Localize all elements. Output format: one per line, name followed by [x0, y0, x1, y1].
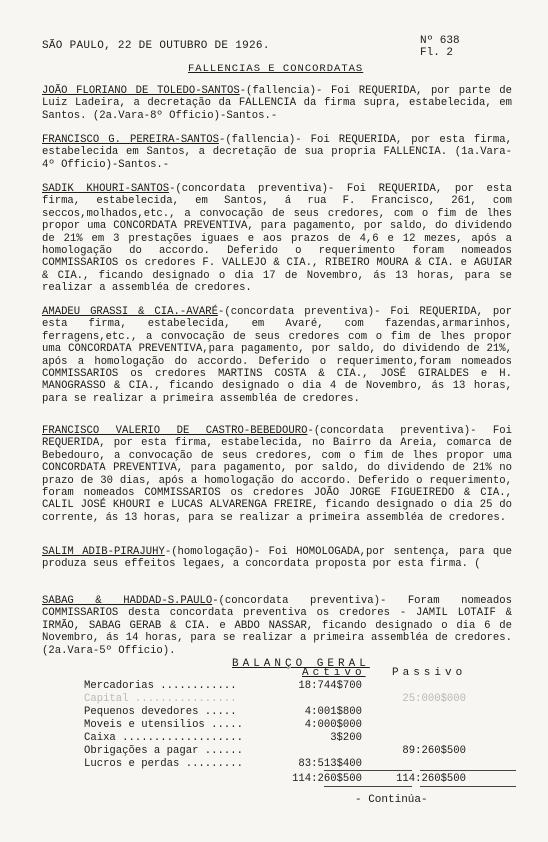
entry-sabag: [42, 595, 512, 657]
balanco-label: Capital ................: [84, 693, 237, 705]
entry-name: SALIM ADIB-PIRAJUHY: [42, 546, 165, 558]
entry-khouri: [42, 183, 512, 295]
entry-valerio: [42, 425, 512, 524]
balanco-label: Mercadorias ............: [84, 680, 237, 692]
entry-text: -(homologação)- Foi HOMOLOGADA,por sentença, para que produza seus effeitos legaes, a concordata proposta por esta firma. (: [42, 546, 513, 571]
balanco-ativo: 4:001$800: [304, 706, 362, 718]
document-number-block: [420, 35, 460, 59]
continua-note: - Continúa-: [355, 794, 428, 806]
balanco-total-ativo: 114:260$500: [292, 773, 362, 785]
entry-adib: [42, 546, 512, 571]
col-header-ativo: Activo: [302, 667, 366, 679]
balanco-label: Lucros e perdas .........: [84, 758, 243, 770]
balanco-title: BALANÇO GERAL: [232, 658, 370, 670]
entry-text: -(concordata preventiva)- Foi REQUERIDA, por esta firma, estabelecida, no Bairro da Areia, comarca de Bebedouro, a convocação de seus credores, com o fim de lhes propor uma CONCORDATA PREVENTIVA, para pagamento, por saldo, do dividendo de 21% no prazo de 30 dias, após a homologação do accordo. Deferido o requerimento, foram nomeados COMMISSARIOS os credores JOÃO JORGE FIGUEIREDO & CIA., CALIL JOSÉ KHOURI e LUCAS ALVARENGA FREIRE, ficando designado o dia 25 do corrente, ás 13 horas, para se realizar a primeira assembléa de credores.: [42, 425, 512, 524]
place-date: SÃO PAULO, 22 DE OUTUBRO DE 1926.: [42, 40, 270, 52]
total-rule-ativo: [324, 770, 412, 771]
balanco-ativo: 3$200: [330, 732, 362, 744]
balanco-label: Caixa ...................: [84, 732, 243, 744]
col-header-passivo: Passivo: [392, 667, 467, 679]
entry-grassi: [42, 306, 512, 405]
double-rule-passivo: [420, 786, 516, 787]
entry-toledo: [42, 85, 512, 122]
double-rule-ativo: [324, 786, 412, 787]
document-number: Nº 638: [420, 35, 460, 47]
entry-name: JOÃO FLORIANO DE TOLEDO-SANTOS: [42, 85, 240, 97]
balanco-total-passivo: 114:260$500: [396, 773, 466, 785]
balanco-label: Pequenos devedores .....: [84, 706, 237, 718]
entry-text: -(concordata preventiva)- Foram nomeados COMMISSARIOS desta concordata preventiva os credores - JAMIL LOTAIF & IRMÃO, SABAG GERAB & CIA. e ABDO NASSAR, ficando designado o dia 6 de Novembro, ás 14 horas, para se realizar a primeira assembléa de credores. (2a.Vara-5º Officio).: [42, 595, 512, 657]
entry-text: -(concordata preventiva)- Foi REQUERIDA, por esta firma, estabelecida, em Santos, á rua F. Francisco, 261, com seccos,molhados,etc., a convocação de seus credores, com o fim de lhes propor uma CONCORDATA PREVENTIVA, para pagamento, por saldo, do dividendo de 21% em 3 prestações iguaes e aos prazos de 4,6 e 12 mezes, após a homologação do accordo. Deferido o requerimento foram nomeados COMMISSARIOS os credores F. VALLEJO & CIA., RIBEIRO MOURA & CIA. e AGUIAR & CIA., ficando designado o dia 17 de Novembro, ás 13 horas, para se realizar a assembléa de credores.: [42, 183, 512, 295]
balanco-passivo: 25:000$000: [402, 693, 466, 705]
entry-text: -(concordata preventiva)- Foi REQUERIDA, por esta firma, estabelecida, em Avaré, com fazendas,armarinhos, ferragens,etc., a convocação de seus credores com o fim de lhes propor uma CONCORDATA PREVENTIVA,para pagamento, por saldo, do dividendo de 21%, após a homologação do accordo. Deferido o requerimento,foram nomeados COMMISSARIOS os credores MARTINS COSTA & CIA., JOSÉ GIRALDES e H. MANOGRASSO & CIA., ficando designado o dia 4 de Novembro, ás 13 horas, para se realizar a primeira assembléa de credores.: [42, 306, 512, 405]
balanco-ativo: 4:000$000: [304, 719, 362, 731]
entry-name: FRANCISCO G. PEREIRA-SANTOS: [42, 134, 219, 146]
entry-name: FRANCISCO VALERIO DE CASTRO-BEBEDOURO: [42, 425, 308, 437]
entry-name: AMADEU GRASSI & CIA.-AVARÉ: [42, 306, 218, 318]
balanco-label: Moveis e utensilios .....: [84, 719, 243, 731]
section-title: FALLENCIAS E CONCORDATAS: [188, 63, 364, 75]
balanco-ativo: 83:513$400: [298, 758, 362, 770]
entry-pereira: [42, 134, 512, 171]
entry-name: SADIK KHOURI-SANTOS: [42, 183, 170, 195]
sheet-number: Fl. 2: [420, 47, 454, 59]
entry-text: -(fallencia)- Foi REQUERIDA, por esta firma, estabelecida em Santos, a decretação de sua propria FALLENCIA. (1a.Vara-4º Officio)-Santos.-: [42, 134, 512, 171]
entry-text: -(fallencia)- Foi REQUERIDA, por parte de Luiz Ladeira, a decretação da FALLENCIA da firma supra, estabelecida, em Santos. (2a.Vara-8º Officio)-Santos.-: [42, 85, 512, 122]
balanco-passivo: 89:260$500: [402, 745, 466, 757]
entry-name: SABAG & HADDAD-S.PAULO: [42, 595, 213, 607]
total-rule-passivo: [420, 770, 516, 771]
balanco-label: Obrigações a pagar ......: [84, 745, 243, 757]
balanco-ativo: 18:744$700: [298, 680, 362, 692]
